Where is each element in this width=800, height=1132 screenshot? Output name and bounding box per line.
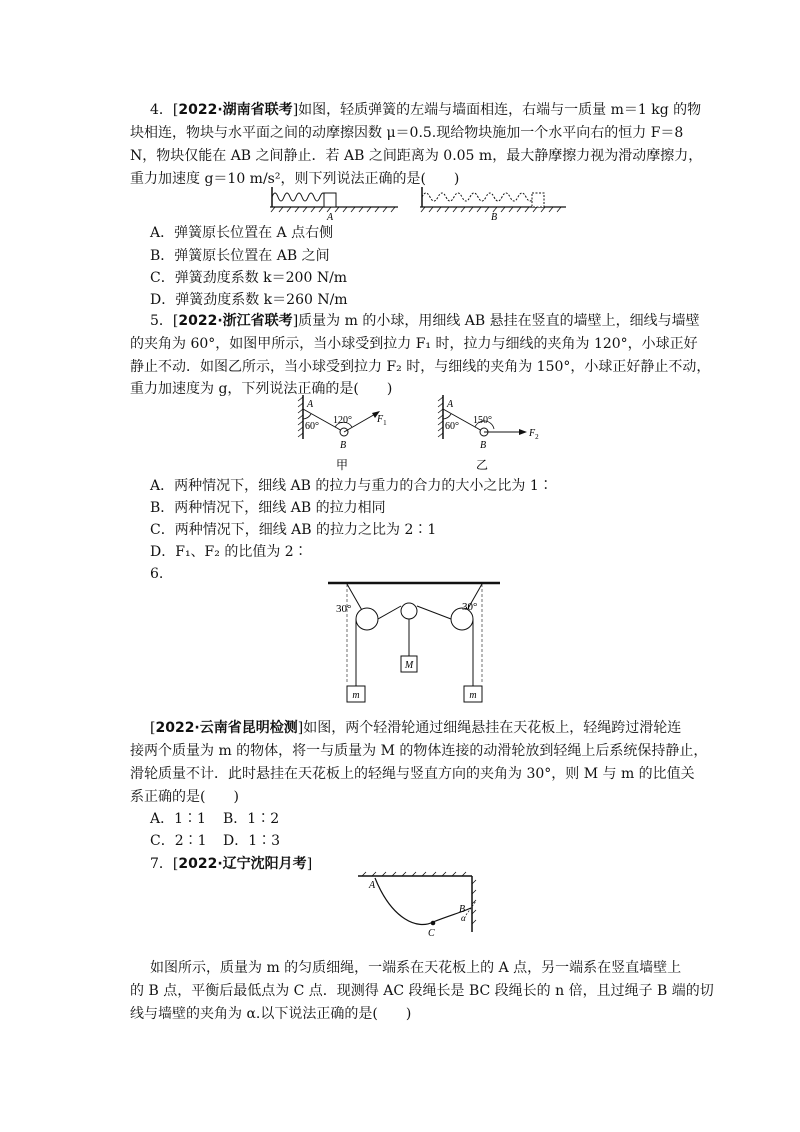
q6-mass-center: M [404, 660, 414, 671]
q5-line1: 5．[2022·浙江省联考]质量为 m 的小球，用细线 AB 悬挂在竖直的墙壁上，细线与墙壁 [150, 313, 700, 329]
q4-source: 2022·湖南省联考 [178, 102, 293, 118]
q4-number: 4． [150, 102, 173, 118]
q5-fig1-label-b: B [340, 440, 347, 451]
q6-mass-right: m [469, 690, 477, 701]
q6-line3: 滑轮质量不计．此时悬挂在天花板上的轻绳与竖直方向的夹角为 30°，则 M 与 m 的比值关 [130, 766, 695, 782]
q5-fig2-caption: 乙 [475, 458, 489, 472]
q5-option-d: D．F₁、F₂ 的比值为 2∶ [150, 544, 308, 560]
q6-option-b: B．1∶2 [223, 811, 280, 827]
q7-line0: 7．[2022·辽宁沈阳月考] [150, 856, 313, 872]
q6-source: 2022·云南省昆明检测 [155, 720, 298, 736]
q5-fig2-angle-60: 60° [445, 421, 459, 432]
q4-line1: 4．[2022·湖南省联考]如图，轻质弹簧的左端与墙面相连，右端与一质量 m＝1 kg 的物 [150, 102, 702, 118]
q5-fig2-label-a: A [447, 399, 454, 410]
q5-source: 2022·浙江省联考 [178, 313, 293, 329]
q6-option-c: C．2∶1 [150, 833, 207, 849]
q7-number: 7． [150, 856, 173, 872]
q6-mass-left: m [352, 690, 360, 701]
q6-angle-right: 30° [462, 601, 478, 613]
q4-line4: 重力加速度 g＝10 m/s²，则下列说法正确的是( ) [130, 171, 460, 187]
q7-line1: 如图所示，质量为 m 的匀质细绳，一端系在天花板上的 A 点，另一端系在竖直墙壁上 [150, 960, 682, 976]
q6-option-d: D．1∶3 [223, 833, 281, 849]
q6-number: 6. [150, 566, 164, 582]
q6-angle-left: 30° [336, 603, 352, 615]
q6-text: 如图，两个轻滑轮通过细绳悬挂在天花板上，轻绳跨过滑轮连 [303, 720, 682, 736]
q6-line4: 系正确的是( ) [130, 789, 239, 805]
q4-option-c: C．弹簧劲度系数 k＝200 N/m [150, 270, 348, 286]
q7-label-c: C [428, 928, 435, 939]
q4-option-a: A．弹簧原长位置在 A 点右侧 [150, 225, 334, 241]
q7-line2: 的 B 点，平衡后最低点为 C 点．现测得 AC 段绳长是 BC 段绳长的 n 倍，且过绳子 B 端的切 [130, 983, 714, 999]
q5-number: 5． [150, 313, 173, 329]
q5-fig2-force: $F_2$ [529, 428, 539, 441]
q4-line3: N，物块仅能在 AB 之间静止．若 AB 之间距离为 0.05 m，最大静摩擦力视为滑动摩擦力， [130, 148, 703, 164]
q7-label-a: A [369, 880, 376, 891]
q4-label-b: B [490, 212, 498, 223]
q5-option-c: C．两种情况下，细线 AB 的拉力之比为 2∶1 [150, 522, 437, 538]
q6-line1: [2022·云南省昆明检测]如图，两个轻滑轮通过细绳悬挂在天花板上，轻绳跨过滑轮连 [150, 720, 682, 736]
q5-line2: 的夹角为 60°，如图甲所示，当小球受到拉力 F₁ 时，拉力与细线的夹角为 120°，小球正好 [130, 336, 698, 352]
q5-fig1-label-a: A [307, 399, 314, 410]
q6-option-a: A．1∶1 [150, 811, 206, 827]
q5-fig1-caption: 甲 [335, 458, 349, 472]
q6-pulley-figure [0, 578, 800, 708]
q5-figure-yi [435, 395, 555, 475]
q4-text: 如图，轻质弹簧的左端与墙面相连，右端与一质量 m＝1 kg 的物 [298, 102, 702, 118]
q5-line3: 静止不动．如图乙所示，当小球受到拉力 F₂ 时，与细线的夹角为 150°，小球正好静止不动， [130, 359, 711, 375]
q5-figure-jia [295, 395, 415, 475]
q5-fig2-angle-150: 150° [473, 415, 492, 426]
q7-label-alpha: α [461, 913, 466, 923]
q5-fig1-angle-120: 120° [333, 415, 352, 426]
q5-option-a: A．两种情况下，细线 AB 的拉力与重力的合力的大小之比为 1∶ [150, 478, 553, 494]
q7-source: 2022·辽宁沈阳月考 [178, 856, 307, 872]
q5-line4: 重力加速度为 g，下列说法正确的是( ) [130, 381, 393, 397]
q5-fig1-force: $F_1$ [377, 414, 387, 427]
q5-text: 质量为 m 的小球，用细线 AB 悬挂在竖直的墙壁上，细线与墙壁 [298, 313, 700, 329]
q4-label-a: A [326, 212, 334, 223]
q5-option-b: B．两种情况下，细线 AB 的拉力相同 [150, 500, 386, 516]
q6-line2: 接两个质量为 m 的物体，将一与质量为 M 的物体连接的动滑轮放到轻绳上后系统保持静止， [130, 743, 708, 759]
q4-option-b: B．弹簧原长位置在 AB 之间 [150, 248, 330, 264]
q7-label-b: B [459, 904, 466, 915]
q4-spring-figure [0, 185, 800, 225]
q4-option-d: D．弹簧劲度系数 k＝260 N/m [150, 292, 348, 308]
q7-rope-figure [0, 870, 800, 940]
q7-line3: 线与墙壁的夹角为 α.以下说法正确的是( ) [130, 1006, 412, 1022]
q5-fig1-angle-60: 60° [305, 421, 319, 432]
q5-fig2-label-b: B [480, 440, 487, 451]
q4-line2: 块相连，物块与水平面之间的动摩擦因数 μ＝0.5.现给物块施加一个水平向右的恒力 F＝8 [130, 125, 684, 141]
